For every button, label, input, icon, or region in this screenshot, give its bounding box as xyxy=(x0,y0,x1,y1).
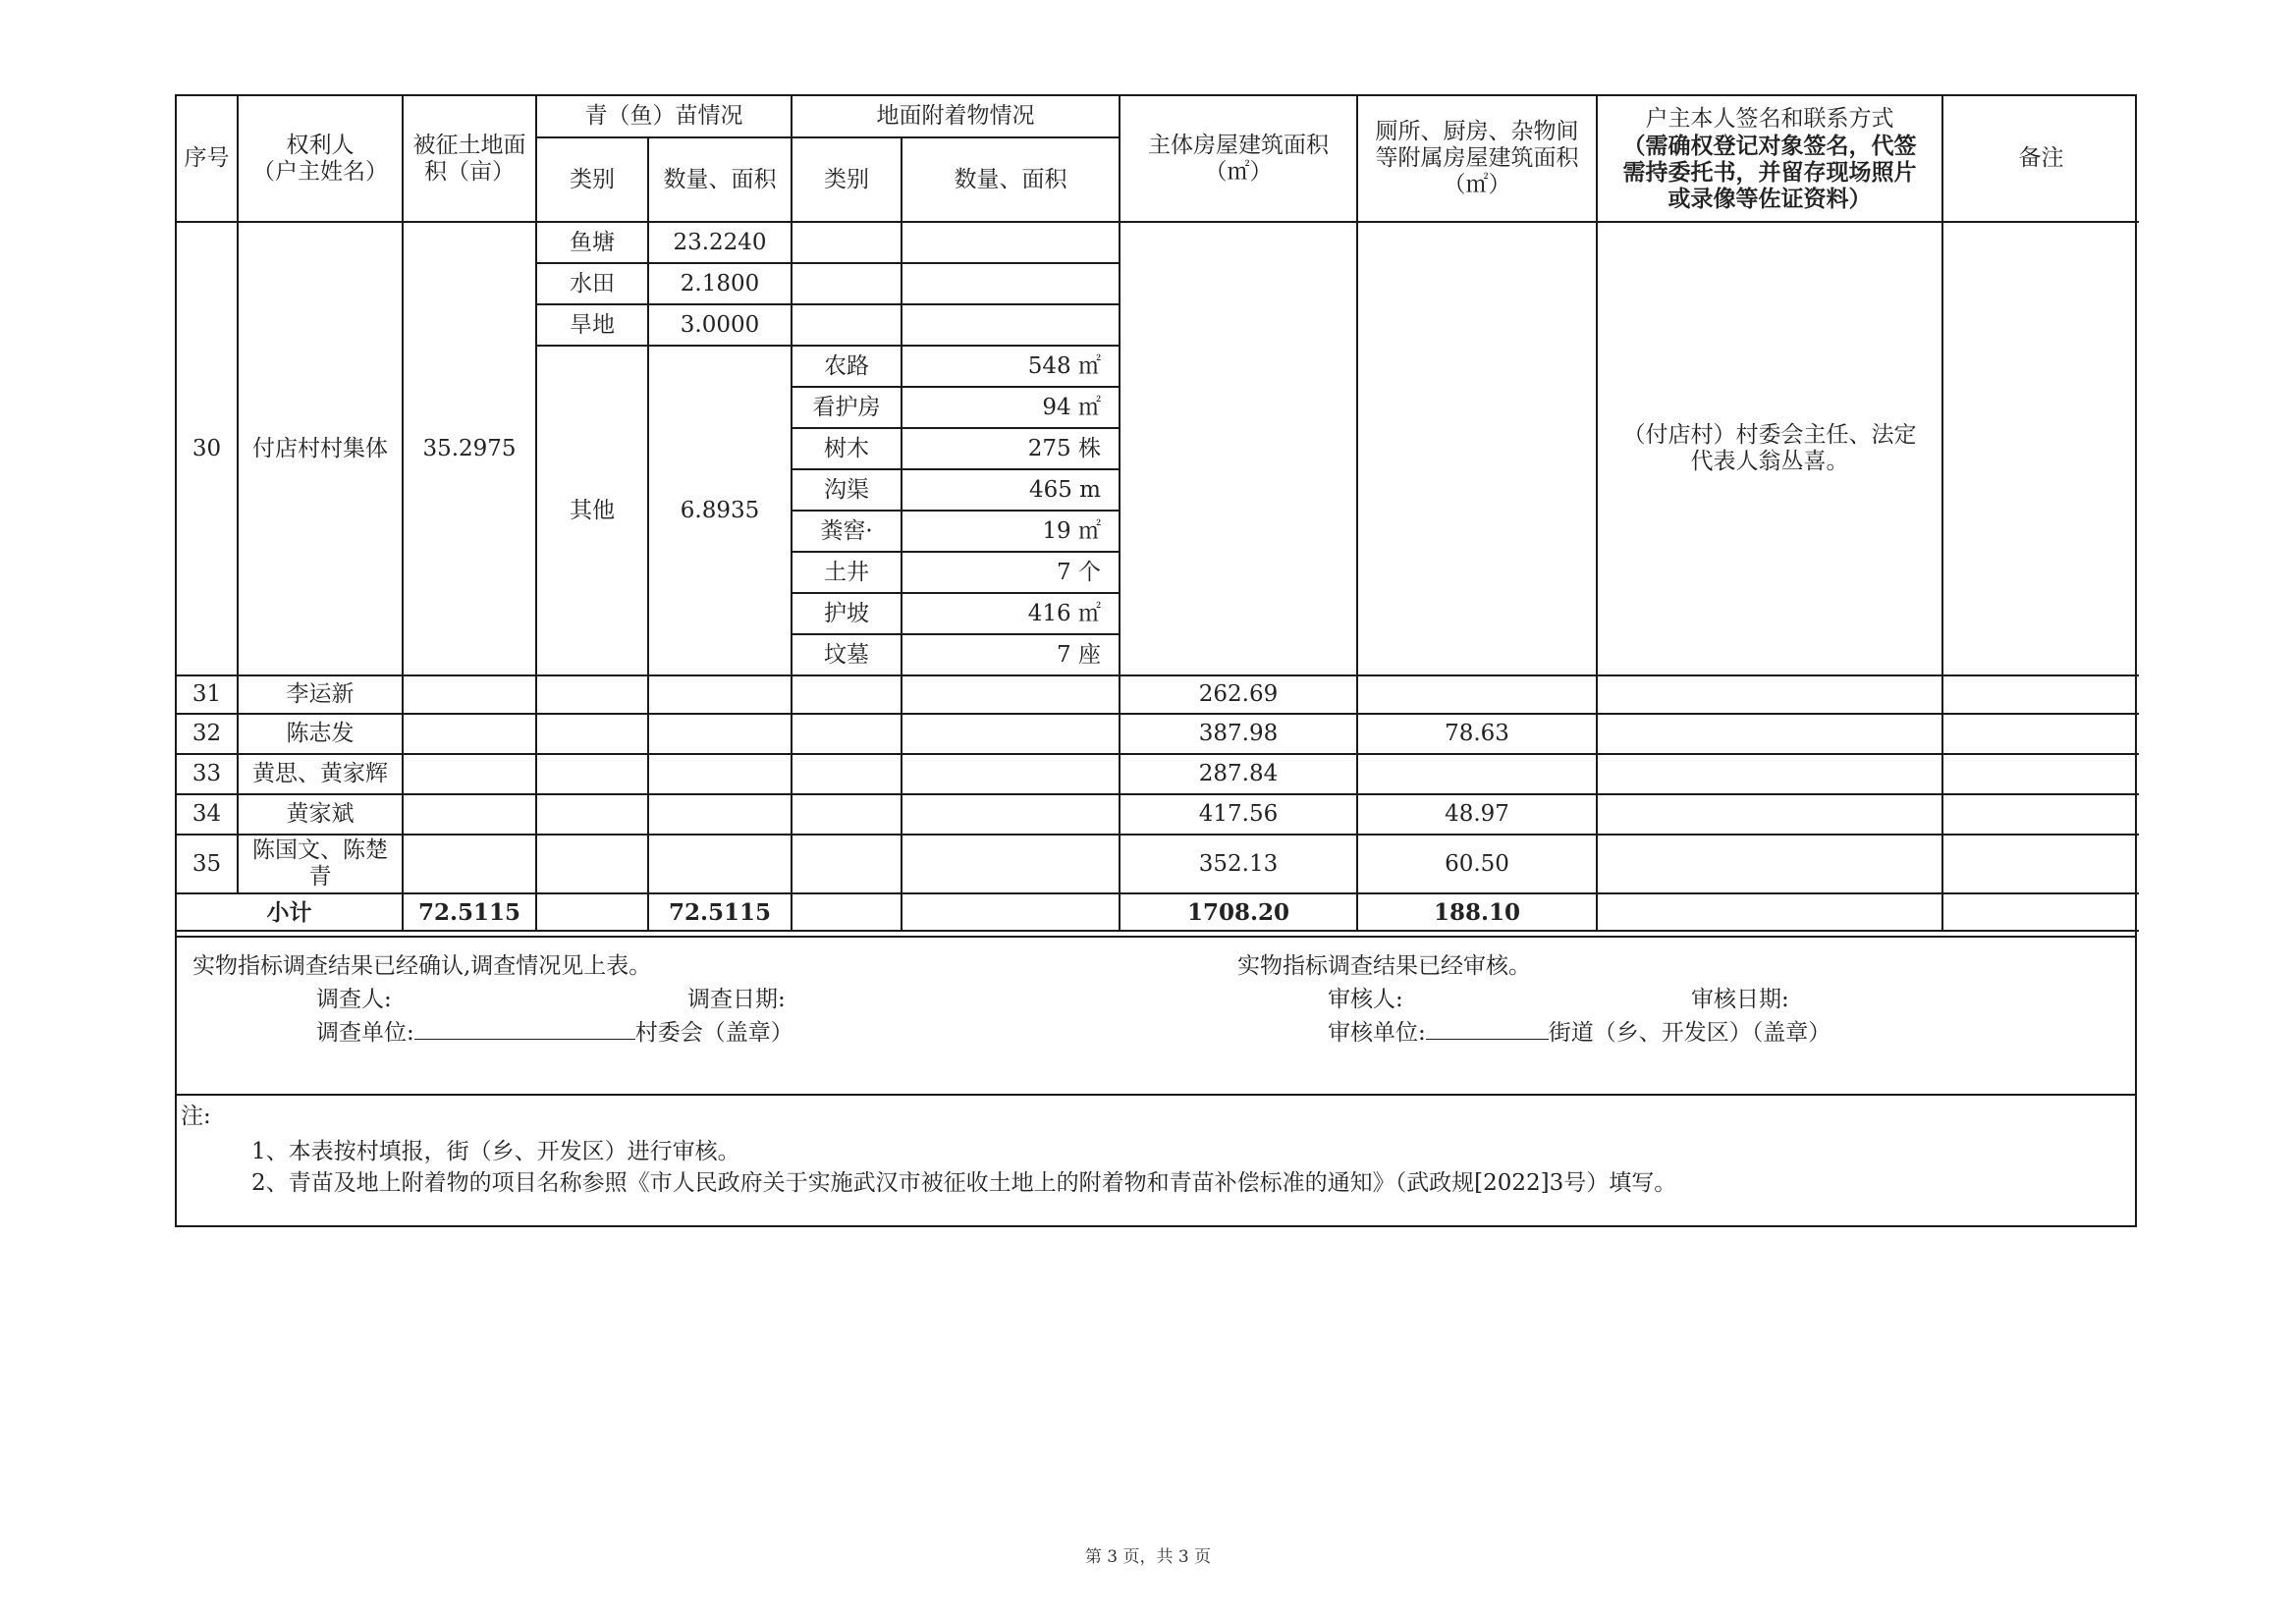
table-row xyxy=(177,754,2139,794)
crop-qty-cell xyxy=(648,675,792,714)
crop-other-qty-cell: 6.8935 xyxy=(648,346,792,675)
crop-qty-cell xyxy=(648,714,792,754)
seq-cell: 34 xyxy=(177,794,238,835)
main-house-cell: 417.56 xyxy=(1120,794,1357,835)
sign-cell xyxy=(1597,754,1942,794)
header-sign-line4: 或录像等佐证资料） xyxy=(1667,185,1872,212)
remark-cell xyxy=(1942,222,2139,675)
crop-other-type-cell: 其他 xyxy=(536,346,648,675)
survey-unit-line xyxy=(316,1016,793,1050)
subtotal-attach-type xyxy=(792,893,902,931)
aux-house-cell: 78.63 xyxy=(1357,714,1597,754)
survey-sheet xyxy=(175,94,2137,1227)
sign-cell xyxy=(1597,835,1942,893)
aux-house-cell: 48.97 xyxy=(1357,794,1597,835)
crop-type-cell xyxy=(536,835,648,893)
land-cell xyxy=(403,675,536,714)
main-house-cell: 387.98 xyxy=(1120,714,1357,754)
attach-type-cell xyxy=(792,675,902,714)
attach-qty-cell xyxy=(902,675,1120,714)
subtotal-crops-qty: 72.5115 xyxy=(648,893,792,931)
header-owner xyxy=(238,96,403,222)
attach-type-cell: 树木 xyxy=(792,428,902,469)
seq-cell: 31 xyxy=(177,675,238,714)
header-attach-qty: 数量、面积 xyxy=(902,137,1120,222)
header-sign-line2: （需确权登记对象签名，代签 xyxy=(1622,132,1917,159)
owner-cell: 黄家斌 xyxy=(238,794,403,835)
attach-qty-cell: 548 ㎡ xyxy=(902,346,1120,387)
crop-type-cell xyxy=(536,714,648,754)
seq-cell: 32 xyxy=(177,714,238,754)
header-main-house-line1: 主体房屋建筑面积 xyxy=(1148,132,1329,158)
table-row xyxy=(177,794,2139,835)
header-aux-line3: （㎡） xyxy=(1443,172,1511,197)
land-cell xyxy=(403,714,536,754)
subtotal-row xyxy=(177,893,2139,931)
crop-qty-cell xyxy=(648,835,792,893)
subtotal-attach-qty xyxy=(902,893,1120,931)
subtotal-land: 72.5115 xyxy=(403,893,536,931)
sign-cell xyxy=(1597,675,1942,714)
header-aux-house xyxy=(1357,96,1597,222)
header-main-house xyxy=(1120,96,1357,222)
owner-cell: 陈志发 xyxy=(238,714,403,754)
attach-qty-cell xyxy=(902,263,1120,304)
header-crops-group: 青（鱼）苗情况 xyxy=(536,96,792,137)
crop-type-cell xyxy=(536,794,648,835)
table-row-30 xyxy=(177,222,2139,263)
attach-type-cell xyxy=(792,714,902,754)
remark-cell xyxy=(1942,835,2139,893)
page-number: 第 3 页，共 3 页 xyxy=(1084,1547,1212,1567)
crop-type-cell: 旱地 xyxy=(536,304,648,346)
survey-confirm-text: 实物指标调查结果已经确认,调查情况见上表。 xyxy=(192,953,652,979)
attach-type-cell xyxy=(792,263,902,304)
attach-qty-cell xyxy=(902,835,1120,893)
attach-qty-cell: 94 ㎡ xyxy=(902,387,1120,428)
attach-type-cell: 看护房 xyxy=(792,387,902,428)
crop-qty-cell xyxy=(648,754,792,794)
subtotal-main: 1708.20 xyxy=(1120,893,1357,931)
owner-cell: 黄思、黄家辉 xyxy=(238,754,403,794)
header-remark: 备注 xyxy=(1942,96,2139,222)
remark-cell xyxy=(1942,675,2139,714)
crop-type-cell xyxy=(536,754,648,794)
header-aux-line2: 等附属房屋建筑面积 xyxy=(1375,145,1579,171)
survey-date-label: 调查日期: xyxy=(687,987,786,1012)
crop-qty-cell: 2.1800 xyxy=(648,263,792,304)
review-date-label: 审核日期: xyxy=(1691,987,1789,1012)
subtotal-crop-type xyxy=(536,893,648,931)
header-sign-line1: 户主本人签名和联系方式 xyxy=(1645,105,1894,132)
header-aux-line1: 厕所、厨房、杂物间 xyxy=(1375,119,1579,144)
table-row xyxy=(177,714,2139,754)
attach-type-cell xyxy=(792,222,902,263)
aux-house-cell xyxy=(1357,754,1597,794)
subtotal-sign xyxy=(1597,893,1942,931)
notes-section xyxy=(177,1098,2135,1225)
aux-house-cell xyxy=(1357,222,1597,675)
header-sign xyxy=(1597,96,1942,222)
attach-qty-cell: 7 座 xyxy=(902,634,1120,675)
surveyor-label: 调查人: xyxy=(316,987,392,1012)
aux-house-cell xyxy=(1357,675,1597,714)
review-unit-label: 审核单位: xyxy=(1328,1020,1426,1046)
seq-cell: 30 xyxy=(177,222,238,675)
header-row-1 xyxy=(177,96,2139,137)
survey-unit-blank xyxy=(414,1017,635,1040)
review-unit-blank xyxy=(1426,1017,1549,1040)
survey-table xyxy=(177,96,2139,932)
remark-cell xyxy=(1942,754,2139,794)
seq-cell: 33 xyxy=(177,754,238,794)
crop-qty-cell: 3.0000 xyxy=(648,304,792,346)
aux-house-cell: 60.50 xyxy=(1357,835,1597,893)
reviewer-label: 审核人: xyxy=(1328,987,1403,1012)
attach-type-cell xyxy=(792,304,902,346)
header-attach-group: 地面附着物情况 xyxy=(792,96,1120,137)
owner-cell: 付店村村集体 xyxy=(238,222,403,675)
header-attach-type: 类别 xyxy=(792,137,902,222)
remark-cell xyxy=(1942,714,2139,754)
table-row xyxy=(177,835,2139,893)
attach-qty-cell: 275 株 xyxy=(902,428,1120,469)
attach-type-cell: 沟渠 xyxy=(792,469,902,511)
survey-unit-label: 调查单位: xyxy=(316,1020,414,1046)
notes-line-2: 2、青苗及地上附着物的项目名称参照《市人民政府关于实施武汉市被征收土地上的附着物和青苗补偿标准的通知》（武政规[2022]3号）填写。 xyxy=(251,1170,1677,1196)
attach-qty-cell xyxy=(902,714,1120,754)
review-confirm-text: 实物指标调查结果已经审核。 xyxy=(1237,953,1531,979)
crop-type-cell: 鱼塘 xyxy=(536,222,648,263)
attach-type-cell xyxy=(792,754,902,794)
header-land xyxy=(403,96,536,222)
header-owner-line2: （户主姓名） xyxy=(252,158,388,185)
survey-unit-suffix: 村委会（盖章） xyxy=(634,1020,793,1046)
main-house-cell: 352.13 xyxy=(1120,835,1357,893)
attach-qty-cell: 7 个 xyxy=(902,552,1120,593)
land-cell xyxy=(403,794,536,835)
sign-cell xyxy=(1597,222,1942,675)
confirmation-section xyxy=(177,936,2135,1096)
attach-type-cell: 农路 xyxy=(792,346,902,387)
attach-qty-cell xyxy=(902,794,1120,835)
sign-cell xyxy=(1597,794,1942,835)
table-row xyxy=(177,675,2139,714)
owner-cell: 陈国文、陈楚青 xyxy=(238,835,403,893)
main-house-cell: 287.84 xyxy=(1120,754,1357,794)
notes-line-1: 1、本表按村填报，街（乡、开发区）进行审核。 xyxy=(251,1139,740,1164)
subtotal-aux: 188.10 xyxy=(1357,893,1597,931)
land-cell xyxy=(403,754,536,794)
notes-title: 注: xyxy=(181,1104,211,1129)
attach-qty-cell xyxy=(902,304,1120,346)
crop-type-cell xyxy=(536,675,648,714)
header-sign-line3: 需持委托书，并留存现场照片 xyxy=(1622,158,1917,186)
header-main-house-line2: （㎡） xyxy=(1204,158,1273,185)
attach-type-cell: 粪窖· xyxy=(792,511,902,552)
owner-cell: 李运新 xyxy=(238,675,403,714)
land-cell: 35.2975 xyxy=(403,222,536,675)
crop-qty-cell: 23.2240 xyxy=(648,222,792,263)
attach-type-cell: 坟墓 xyxy=(792,634,902,675)
subtotal-label: 小计 xyxy=(177,893,403,931)
land-cell xyxy=(403,835,536,893)
attach-qty-cell xyxy=(902,754,1120,794)
seq-cell: 35 xyxy=(177,835,238,893)
sign-line2: 代表人翁丛喜。 xyxy=(1690,449,1849,474)
sign-cell xyxy=(1597,714,1942,754)
attach-qty-cell xyxy=(902,222,1120,263)
header-land-line2: 积（亩） xyxy=(424,158,515,185)
header-crops-qty: 数量、面积 xyxy=(648,137,792,222)
attach-qty-cell: 19 ㎡ xyxy=(902,511,1120,552)
header-crops-type: 类别 xyxy=(536,137,648,222)
crop-type-cell: 水田 xyxy=(536,263,648,304)
subtotal-remark xyxy=(1942,893,2139,931)
sign-line1: （付店村）村委会主任、法定 xyxy=(1622,422,1917,448)
attach-qty-cell: 465 m xyxy=(902,469,1120,511)
attach-type-cell: 土井 xyxy=(792,552,902,593)
main-house-cell xyxy=(1120,222,1357,675)
attach-qty-cell: 416 ㎡ xyxy=(902,593,1120,634)
remark-cell xyxy=(1942,794,2139,835)
review-unit-line xyxy=(1328,1016,1831,1050)
attach-type-cell: 护坡 xyxy=(792,593,902,634)
review-unit-suffix: 街道（乡、开发区）（盖章） xyxy=(1548,1020,1831,1046)
header-owner-line1: 权利人 xyxy=(286,132,355,158)
header-land-line1: 被征土地面 xyxy=(412,132,526,158)
main-house-cell: 262.69 xyxy=(1120,675,1357,714)
header-seq: 序号 xyxy=(177,96,238,222)
crop-qty-cell xyxy=(648,794,792,835)
attach-type-cell xyxy=(792,835,902,893)
attach-type-cell xyxy=(792,794,902,835)
